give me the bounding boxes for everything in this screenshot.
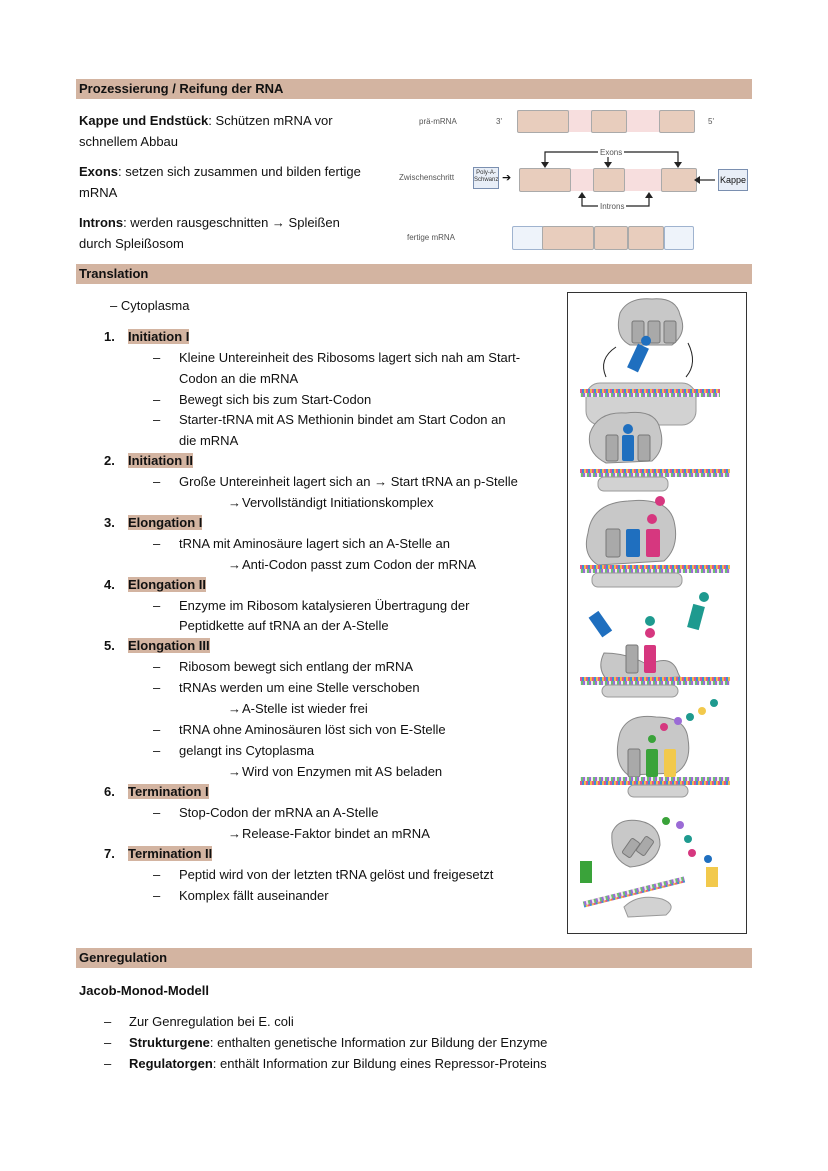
step-title — [128, 326, 189, 347]
bullet-dash: – — [104, 1014, 112, 1029]
paragraph-exons — [79, 161, 389, 203]
step-title — [128, 635, 210, 656]
poly-a-tail-box: Poly-A-Schwanz — [473, 167, 499, 189]
text: mRNA — [79, 185, 118, 200]
bullet-dash: – — [153, 536, 161, 551]
bullet-text: Codon an die mRNA — [179, 371, 299, 386]
panel-elongation-1 — [580, 496, 730, 587]
section-header-translation: Translation — [76, 264, 752, 284]
arrowhead — [604, 162, 612, 168]
bullet-dash: – — [153, 743, 161, 758]
panel-termination — [580, 817, 718, 917]
bullet-dash: – — [153, 598, 161, 613]
text: : setzen sich zusammen und bilden fertige — [118, 164, 361, 179]
arrow-bullet: → — [228, 495, 241, 510]
bullet-dash: – — [104, 1035, 112, 1050]
exons-label: Exons — [600, 148, 623, 157]
bullet-dash: – — [153, 680, 161, 695]
arrow-right: ➔ — [502, 172, 512, 184]
term-exons: Exons — [79, 164, 119, 179]
exon-box — [542, 226, 594, 250]
bullet-dash: – — [153, 474, 161, 489]
step-title — [128, 574, 206, 595]
panel-elongation-3 — [580, 699, 730, 797]
bullet-text: Peptidkette auf tRNA an der A-Stelle — [179, 618, 389, 633]
bullet-text: Stop-Codon der mRNA an A-Stelle — [179, 805, 379, 820]
bullet-text: Bewegt sich bis zum Start-Codon — [179, 392, 372, 407]
poly-a-end — [512, 226, 544, 250]
bullet-dash: – — [153, 888, 161, 903]
arrowhead — [578, 192, 586, 198]
bullet-text: Release-Faktor bindet an mRNA — [242, 826, 430, 841]
step-title-text: Elongation I — [128, 515, 203, 530]
bullet-regulator-gene — [129, 1053, 547, 1074]
bullet-text: A-Stelle ist wieder frei — [242, 701, 368, 716]
step-title — [128, 843, 212, 864]
term-cap: Kappe und Endstück — [79, 113, 209, 128]
translation-location: – Cytoplasma — [110, 298, 190, 313]
step-title — [128, 512, 202, 533]
step-title-text: Elongation III — [128, 638, 210, 653]
step-title-text: Initiation II — [128, 453, 193, 468]
step-number: 2. — [104, 453, 115, 468]
section-header-rna-processing: Prozessierung / Reifung der RNA — [76, 79, 752, 99]
bullet-dash: – — [153, 805, 161, 820]
translation-illustration — [567, 292, 747, 934]
bullet-structural-genes — [129, 1032, 547, 1053]
bullet-dash: – — [153, 722, 161, 737]
exon-box — [628, 226, 664, 250]
bullet-text: Anti-Codon passt zum Codon der mRNA — [242, 557, 477, 572]
bullet-text: Große Untereinheit lagert sich an → Start tRNA an p-Stelle — [179, 474, 518, 489]
step-number: 4. — [104, 577, 115, 592]
intermediate-step-label: Zwischenschritt — [399, 173, 455, 182]
bullet-text: Starter-tRNA mit AS Methionin bindet am Start Codon an — [179, 412, 506, 427]
panel-initiation-1 — [580, 299, 720, 425]
paragraph-cap — [79, 110, 389, 152]
step-title-text: Initiation I — [128, 329, 190, 344]
bullet-text: tRNA mit Aminosäure lagert sich an A-Stelle an — [179, 536, 450, 551]
step-title — [128, 450, 193, 471]
step-number: 7. — [104, 846, 115, 861]
bullet-text: Enzyme im Ribosom katalysieren Übertragung der — [179, 598, 470, 613]
text: : werden rausgeschnitten → Spleißen — [123, 215, 340, 230]
term-introns: Introns — [79, 215, 124, 230]
text: : enthält Information zur Bildung eines Repressor-Proteins — [212, 1056, 547, 1071]
final-mrna-label: fertige mRNA — [407, 233, 456, 242]
bullet-text: Kleine Untereinheit des Ribosoms lagert sich nah am Start- — [179, 350, 521, 365]
step-number: 5. — [104, 638, 115, 653]
bullet-text: Ribosom bewegt sich entlang der mRNA — [179, 659, 414, 674]
ribosome-figure — [568, 293, 746, 933]
term-regulator-gene: Regulatorgen — [129, 1056, 213, 1071]
bullet-text: Peptid wird von der letzten tRNA gelöst und freigesetzt — [179, 867, 494, 882]
bullet-text: Komplex fällt auseinander — [179, 888, 329, 903]
bullet-text: Vervollständigt Initiationskomplex — [242, 495, 434, 510]
term-structural-genes: Strukturgene — [129, 1035, 210, 1050]
text: : Schützen mRNA vor — [208, 113, 333, 128]
introns-label: Introns — [600, 202, 625, 211]
text: schnellem Abbau — [79, 134, 179, 149]
section-header-gene-regulation: Genregulation — [76, 948, 752, 968]
step-title — [128, 781, 209, 802]
arrowhead — [645, 192, 653, 198]
bullet-text: tRNA ohne Aminosäuren löst sich von E-Stelle — [179, 722, 446, 737]
step-number: 6. — [104, 784, 115, 799]
cap-box: Kappe — [718, 169, 748, 191]
text: : enthalten genetische Information zur Bildung der Enzyme — [209, 1035, 548, 1050]
step-title-text: Termination I — [128, 784, 209, 799]
step-number: 1. — [104, 329, 115, 344]
bullet-dash: – — [153, 867, 161, 882]
bullet-dash: – — [153, 412, 161, 427]
cap-end — [664, 226, 694, 250]
arrow-bullet: → — [228, 701, 241, 716]
arrowhead — [674, 162, 682, 168]
arrow-bullet: → — [228, 557, 241, 572]
bullet-text: Zur Genregulation bei E. coli — [129, 1014, 294, 1029]
bullet-dash: – — [153, 392, 161, 407]
step-title-text: Elongation II — [128, 577, 206, 592]
bullet-dash: – — [153, 659, 161, 674]
bullet-text: gelangt ins Cytoplasma — [179, 743, 315, 758]
pre-mrna-label: prä-mRNA — [419, 117, 457, 126]
panel-elongation-2 — [580, 592, 730, 697]
splice-arrows — [395, 105, 755, 225]
step-number: 3. — [104, 515, 115, 530]
bullet-text: tRNAs werden um eine Stelle verschoben — [179, 680, 420, 695]
bullet-text: Wird von Enzymen mit AS beladen — [242, 764, 443, 779]
three-prime-label: 3' — [496, 117, 502, 126]
paragraph-introns — [79, 212, 389, 254]
arrowhead — [694, 176, 700, 184]
arrow-bullet: → — [228, 826, 241, 841]
arrow-bullet: → — [228, 764, 241, 779]
five-prime-label: 5' — [708, 117, 714, 126]
step-title-text: Termination II — [128, 846, 213, 861]
bullet-text: die mRNA — [179, 433, 239, 448]
panel-initiation-2 — [580, 412, 730, 491]
text: durch Spleißosom — [79, 236, 184, 251]
exon-box — [594, 226, 628, 250]
bullet-dash: – — [153, 350, 161, 365]
arrowhead — [541, 162, 549, 168]
bullet-dash: – — [104, 1056, 112, 1071]
model-title: Jacob-Monod-Modell — [79, 983, 209, 998]
splicing-diagram — [395, 105, 755, 255]
